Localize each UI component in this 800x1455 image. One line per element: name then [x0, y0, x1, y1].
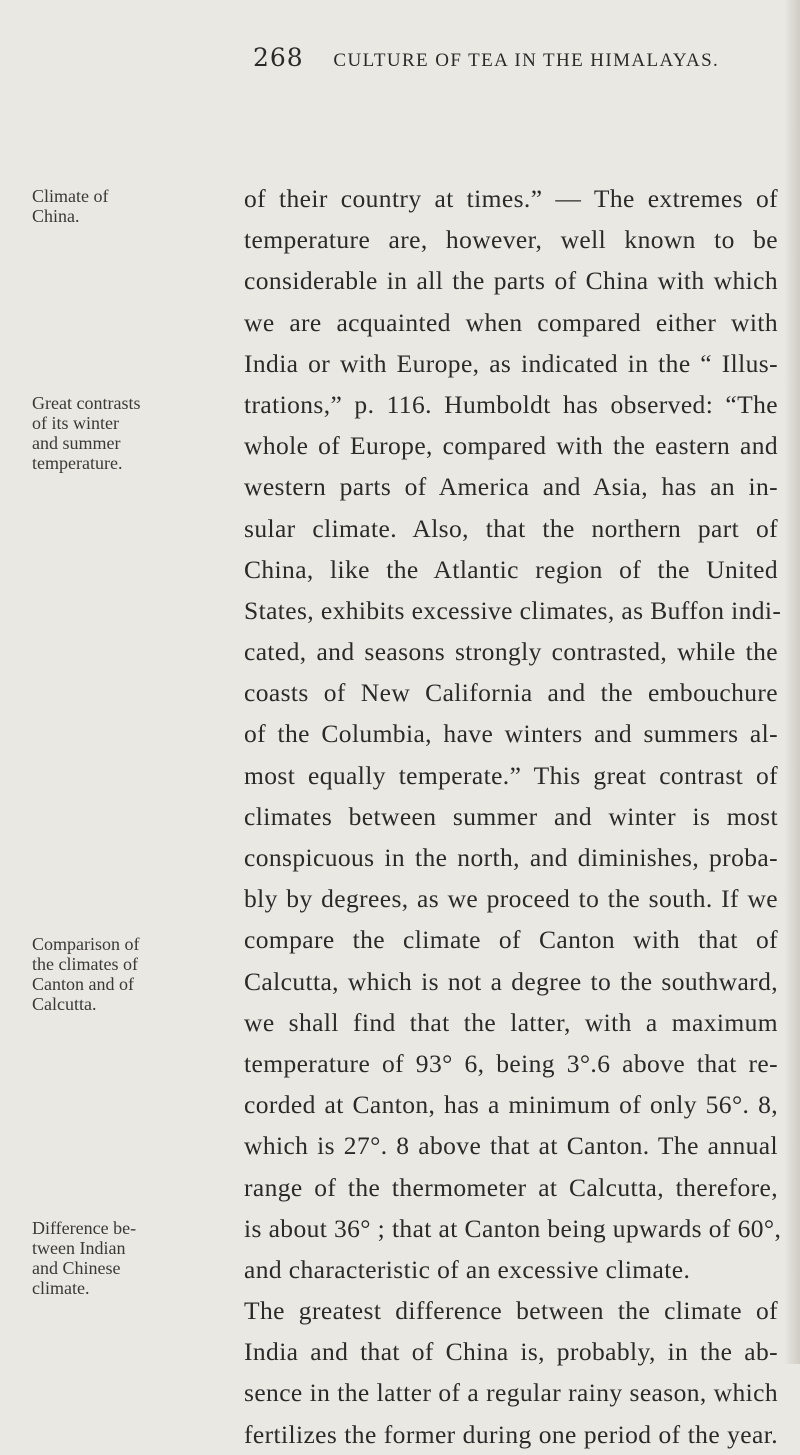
page-number: 268 [253, 43, 304, 72]
body-line: States, exhibits excessive climates, as Buffon indi- [244, 595, 782, 625]
body-line: is about 36° ; that at Canton being upwards of 60°, [244, 1213, 782, 1243]
body-line: China, like the Atlantic region of the United [244, 554, 778, 584]
body-line: considerable in all the parts of China with which [244, 266, 778, 296]
body-line: of the Columbia, have winters and summers al- [244, 719, 778, 749]
body-line: most equally temperate.” This great contrast of [244, 760, 778, 790]
margin-note-difference [32, 1218, 222, 1298]
body-line: we shall find that the latter, with a maximum [244, 1007, 778, 1037]
body-line: coasts of New California and the embouchure [244, 678, 778, 708]
body-line: India and that of China is, probably, in the ab- [244, 1337, 778, 1367]
margin-note-line: the climates of [32, 954, 138, 974]
margin-note-line: and Chinese [32, 1258, 121, 1278]
body-text [244, 178, 782, 1455]
body-line: sular climate. Also, that the northern part of [244, 513, 778, 543]
margin-note-climate-of-china [32, 186, 222, 226]
page-edge [784, 0, 800, 1364]
body-line: compare the climate of Canton with that of [244, 925, 778, 955]
margin-note-line: Climate of [32, 186, 109, 206]
body-line: The greatest difference between the climate of [244, 1296, 778, 1326]
margin-note-line: Canton and of [32, 974, 134, 994]
body-line: temperature are, however, well known to be [244, 225, 778, 255]
running-head [253, 43, 773, 72]
body-line: range of the thermometer at Calcutta, therefore, [244, 1172, 778, 1202]
margin-note-line: and summer [32, 433, 121, 453]
body-line: fertilizes the former during one period of the year. [244, 1419, 778, 1449]
body-line: conspicuous in the north, and diminishes, proba- [244, 843, 778, 872]
body-line: western parts of America and Asia, has an in- [244, 472, 778, 502]
margin-note-line: Difference be- [32, 1218, 137, 1238]
margin-note-great-contrasts [32, 393, 222, 473]
body-line: sence in the latter of a regular rainy season, which [244, 1378, 778, 1408]
margin-note-line: China. [32, 206, 80, 226]
running-title: CULTURE OF TEA IN THE HIMALAYAS. [333, 50, 720, 71]
body-line: we are acquainted when compared either with [244, 307, 778, 337]
body-line: of their country at times.” — The extremes of [244, 184, 778, 213]
body-line: trations,” p. 116. Humboldt has observed: “The [244, 389, 778, 419]
body-line: climates between summer and winter is most [244, 801, 778, 831]
body-line: bly by degrees, as we proceed to the south. If we [244, 884, 778, 914]
body-line: and characteristic of an excessive climate. [244, 1254, 691, 1284]
margin-note-line: climate. [32, 1278, 90, 1298]
body-line: whole of Europe, compared with the eastern and [244, 431, 778, 461]
margin-note-line: tween Indian [32, 1238, 126, 1258]
margin-note-line: Calcutta. [32, 994, 97, 1014]
body-line: Calcutta, which is not a degree to the southward, [244, 966, 778, 996]
body-line: India or with Europe, as indicated in the “ Illus- [244, 348, 778, 378]
body-line: corded at Canton, has a minimum of only 56°. 8, [244, 1090, 778, 1120]
margin-note-line: Comparison of [32, 934, 140, 954]
body-line: which is 27°. 8 above that at Canton. The annual [244, 1131, 778, 1161]
margin-note-line: temperature. [32, 453, 123, 473]
margin-note-comparison [32, 934, 222, 1014]
margin-note-line: Great contrasts [32, 393, 141, 413]
body-line: temperature of 93° 6, being 3°.6 above that re- [244, 1048, 778, 1078]
margin-note-line: of its winter [32, 413, 119, 433]
body-line: cated, and seasons strongly contrasted, while the [244, 637, 778, 667]
